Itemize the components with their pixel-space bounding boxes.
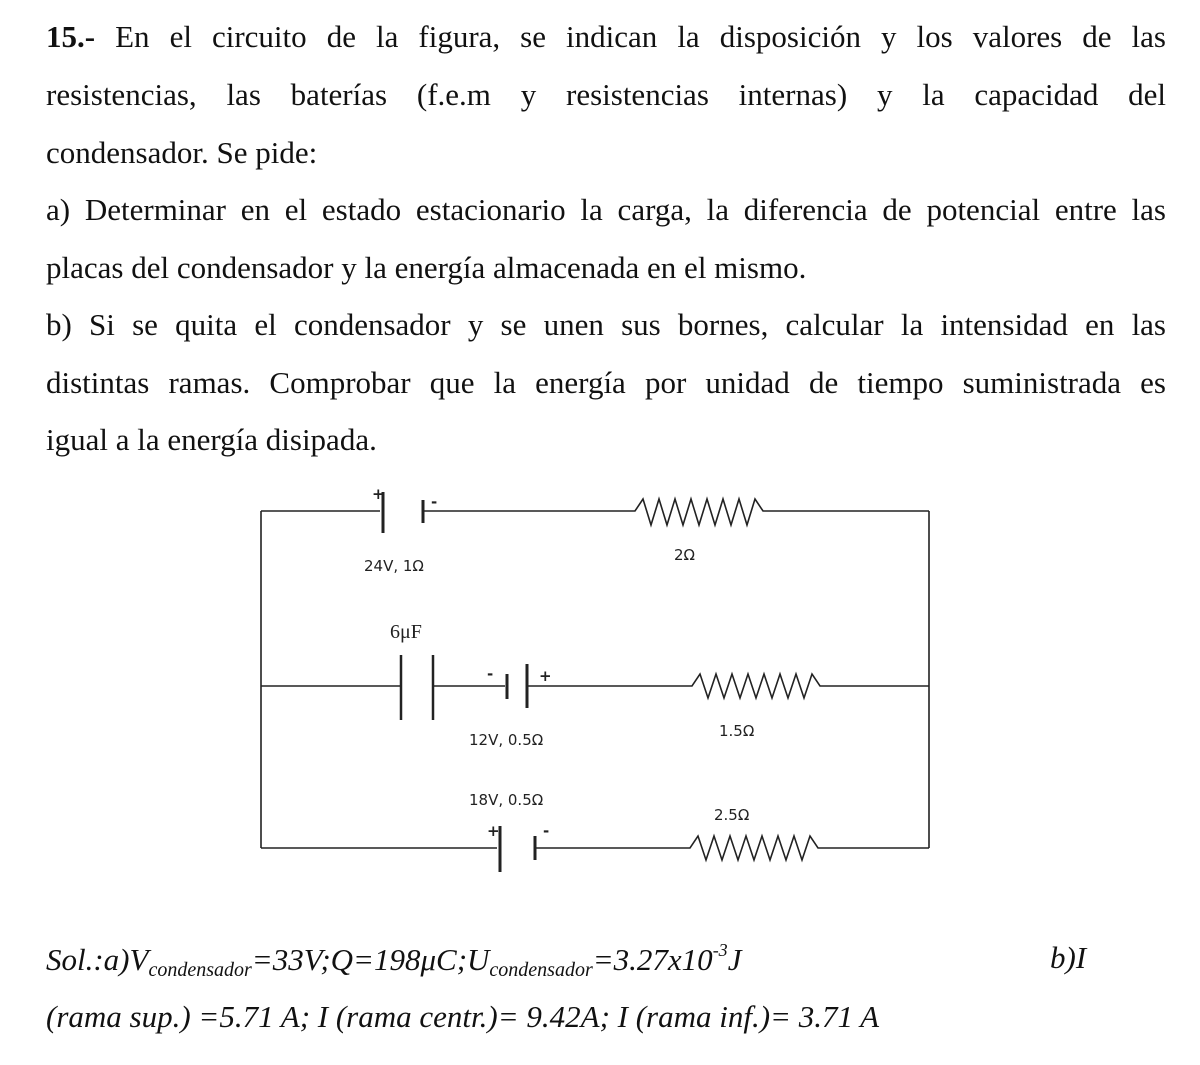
- battery-bot-label: 18V, 0.5Ω: [469, 791, 544, 809]
- intro-line-1: En el circuito de la figura, se indican la disposición y los valores de las: [95, 19, 1166, 54]
- sol-exp: -3: [712, 940, 728, 960]
- resistor-mid: [680, 674, 929, 698]
- sol-sub-2: condensador: [489, 959, 593, 981]
- sol-line-2-text: (rama sup.) =5.71 A; I (rama centr.)= 9.42A; I (rama inf.)= 3.71 A: [46, 999, 880, 1034]
- part-b-line-1: b) Si se quita el condensador y se unen sus bornes, calcular la intensidad en las: [46, 307, 1166, 342]
- resistor-mid-label: 1.5Ω: [719, 722, 755, 740]
- battery-mid-minus: -: [487, 665, 494, 683]
- battery-top-minus: -: [431, 493, 438, 511]
- resistor-top-label: 2Ω: [674, 546, 696, 564]
- sol-prefix: Sol.:a)V: [46, 942, 149, 977]
- part-a-line-2: placas del condensador y la energía almacenada en el mismo.: [46, 250, 807, 285]
- battery-top-label: 24V, 1Ω: [364, 557, 424, 575]
- sol-val: =3.27x10: [592, 942, 713, 977]
- part-a-line-1: a) Determinar en el estado estacionario la carga, la diferencia de potencial entre las: [46, 192, 1166, 227]
- solution-line-2: [46, 999, 879, 1035]
- intro-line-2: resistencias, las baterías (f.e.m y resistencias internas) y la capacidad del: [46, 77, 1166, 112]
- battery-bot-plus: +: [487, 822, 500, 840]
- resistor-top: [620, 499, 778, 525]
- sol-mid: =33V;Q=198μC;U: [251, 942, 490, 977]
- battery-mid-label: 12V, 0.5Ω: [469, 731, 544, 749]
- capacitor-label: 6μF: [390, 621, 422, 643]
- battery-bot-minus: -: [543, 822, 550, 840]
- sol-part-b-label: b)I: [1050, 940, 1087, 975]
- problem-number: 15.-: [46, 19, 96, 54]
- intro-line-3: condensador. Se pide:: [46, 135, 318, 170]
- battery-mid-plus: +: [539, 667, 552, 685]
- solution-line-1: [46, 940, 741, 982]
- sol-sub-1: condensador: [148, 959, 252, 981]
- resistor-bot-label: 2.5Ω: [714, 806, 750, 824]
- solution-part-b: [1050, 940, 1086, 976]
- part-b-line-3: igual a la energía disipada.: [46, 422, 377, 457]
- battery-top-plus: +: [372, 485, 385, 503]
- sol-unit: J: [727, 942, 742, 977]
- resistor-bot: [680, 836, 929, 860]
- part-b-line-2: distintas ramas. Comprobar que la energía por unidad de tiempo suministrada es: [46, 365, 1166, 400]
